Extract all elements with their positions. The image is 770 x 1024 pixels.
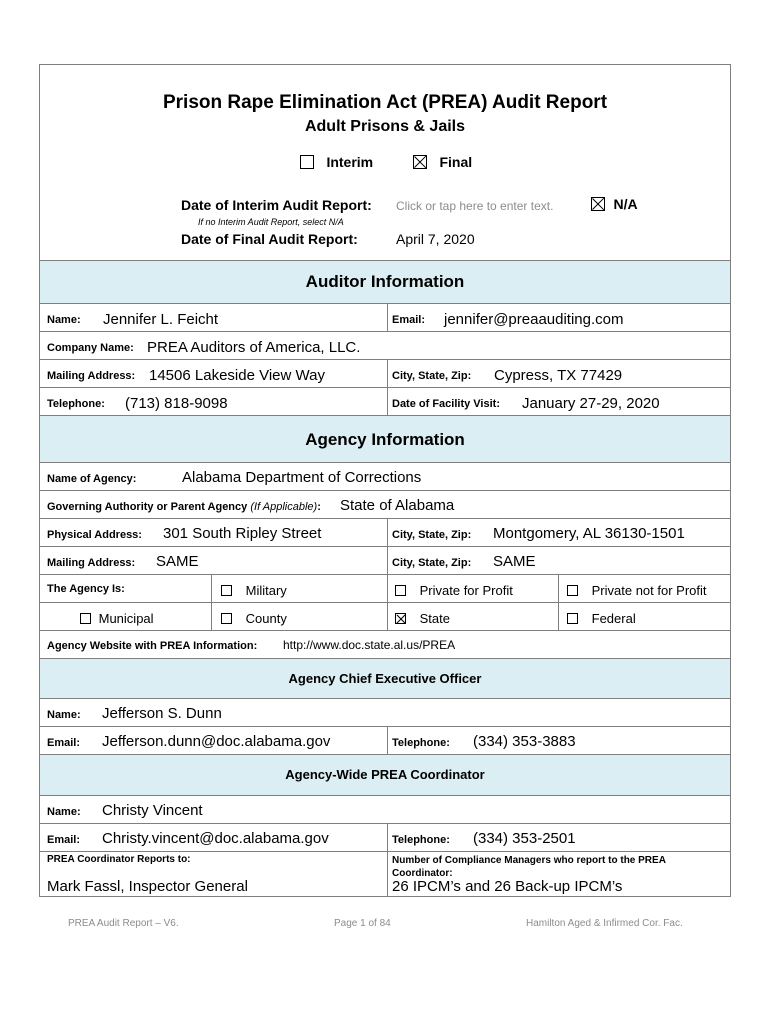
agency-type-row-2 (40, 603, 730, 631)
agency-section-header (40, 416, 730, 463)
ceo-section-header (40, 659, 730, 699)
audit-report-form (39, 64, 731, 897)
agency-physical-label: Physical Address: (47, 529, 142, 541)
report-title: Prison Rape Elimination Act (PREA) Audit Report (162, 92, 608, 113)
agency-type-federal[interactable]: Federal (567, 610, 636, 626)
agency-type-label: The Agency Is: (47, 583, 125, 595)
auditor-company-label: Company Name: (47, 342, 134, 354)
agency-governing-value[interactable]: State of Alabama (340, 497, 455, 514)
footer-page-number: Page 1 of 84 (334, 918, 391, 929)
interim-label: Interim (326, 153, 374, 170)
agency-section-title: Agency Information (305, 430, 465, 449)
interim-note: If no Interim Audit Report, select N/A (198, 217, 344, 227)
ceo-section-title: Agency Chief Executive Officer (288, 671, 482, 686)
coordinator-reports-row (40, 852, 730, 897)
agency-mailing-row (40, 547, 730, 575)
ceo-name-value[interactable]: Jefferson S. Dunn (102, 705, 222, 722)
ceo-name-row (40, 699, 730, 727)
report-header (40, 65, 730, 261)
auditor-phone-row (40, 388, 730, 416)
ceo-name-label: Name: (47, 709, 81, 721)
final-date-label: Date of Final Audit Report: (181, 231, 358, 247)
agency-governing-label: Governing Authority or Parent Agency (If Applicable): (47, 501, 321, 513)
footer-left: PREA Audit Report – V6. (68, 918, 179, 929)
interim-date-input[interactable]: Click or tap here to enter text. (396, 199, 554, 213)
ceo-email-row (40, 727, 730, 755)
agency-website-link[interactable]: http://www.doc.state.al.us/PREA (283, 638, 456, 652)
coordinator-phone-label: Telephone: (392, 834, 450, 846)
coordinator-phone-value[interactable]: (334) 353-2501 (473, 830, 576, 847)
agency-governing-row (40, 491, 730, 519)
coordinator-name-row (40, 796, 730, 824)
auditor-phone-label: Telephone: (47, 398, 105, 410)
agency-website-row (40, 631, 730, 659)
agency-city-value[interactable]: Montgomery, AL 36130-1501 (493, 525, 685, 542)
ceo-email-value[interactable]: Jefferson.dunn@doc.alabama.gov (102, 733, 331, 750)
coordinator-name-label: Name: (47, 806, 81, 818)
auditor-company-row (40, 332, 730, 360)
private-profit-checkbox[interactable] (395, 585, 406, 596)
ceo-email-label: Email: (47, 737, 81, 749)
auditor-city-label: City, State, Zip: (392, 370, 472, 382)
final-option[interactable] (413, 153, 472, 171)
agency-governing-hint: (If Applicable) (250, 501, 318, 513)
agency-name-label: Name of Agency: (47, 473, 137, 485)
interim-option[interactable] (300, 153, 373, 171)
agency-mailing-city-label: City, State, Zip: (392, 557, 472, 569)
agency-physical-row (40, 519, 730, 547)
na-option[interactable] (591, 195, 638, 213)
auditor-section-header (40, 261, 730, 304)
interim-date-label: Date of Interim Audit Report: (181, 197, 372, 213)
na-checkbox[interactable] (591, 197, 605, 211)
municipal-checkbox[interactable] (80, 613, 91, 624)
state-checkbox[interactable] (395, 613, 406, 624)
coordinator-email-row (40, 824, 730, 852)
coordinator-email-label: Email: (47, 834, 81, 846)
footer-right: Hamilton Aged & Infirmed Cor. Fac. (526, 918, 683, 929)
coordinator-section-header (40, 755, 730, 796)
auditor-visit-label: Date of Facility Visit: (392, 398, 500, 410)
agency-city-label: City, State, Zip: (392, 529, 472, 541)
agency-type-private-nonprofit[interactable]: Private not for Profit (567, 582, 707, 598)
military-checkbox[interactable] (221, 585, 232, 596)
auditor-phone-value[interactable]: (713) 818-9098 (125, 395, 228, 412)
auditor-visit-value[interactable]: January 27-29, 2020 (522, 395, 660, 412)
auditor-name-label: Name: (47, 314, 81, 326)
coordinator-name-value[interactable]: Christy Vincent (102, 802, 203, 819)
county-checkbox[interactable] (221, 613, 232, 624)
agency-physical-value[interactable]: 301 South Ripley Street (163, 525, 322, 542)
private-nonprofit-checkbox[interactable] (567, 585, 578, 596)
auditor-name-value[interactable]: Jennifer L. Feicht (103, 311, 219, 328)
auditor-company-value[interactable]: PREA Auditors of America, LLC. (147, 339, 361, 356)
auditor-mailing-row (40, 360, 730, 388)
agency-name-row (40, 463, 730, 491)
auditor-email-value[interactable]: jennifer@preaauditing.com (444, 311, 624, 328)
agency-type-military[interactable]: Military (221, 582, 287, 598)
agency-type-county[interactable]: County (221, 610, 287, 626)
auditor-mailing-value[interactable]: 14506 Lakeside View Way (149, 367, 325, 384)
auditor-mailing-label: Mailing Address: (47, 370, 136, 382)
coordinator-reports-label: PREA Coordinator Reports to: (47, 854, 191, 865)
na-label: N/A (613, 195, 638, 212)
agency-website-label: Agency Website with PREA Information: (47, 640, 258, 652)
auditor-section-title: Auditor Information (305, 272, 465, 291)
coordinator-managers-label: Number of Compliance Managers who report to the PREA Coordinator: (392, 855, 666, 879)
agency-mailing-city-value[interactable]: SAME (493, 553, 536, 570)
agency-name-value[interactable]: Alabama Department of Corrections (182, 469, 422, 486)
final-date-value[interactable]: April 7, 2020 (396, 231, 475, 247)
coordinator-section-title: Agency-Wide PREA Coordinator (285, 767, 485, 782)
agency-type-municipal[interactable]: Municipal (80, 610, 154, 626)
agency-type-state[interactable]: State (395, 610, 450, 626)
ceo-phone-value[interactable]: (334) 353-3883 (473, 733, 576, 750)
agency-mailing-label: Mailing Address: (47, 557, 136, 569)
agency-type-row-1 (40, 575, 730, 603)
auditor-name-row (40, 304, 730, 332)
final-checkbox[interactable] (413, 155, 427, 169)
coordinator-managers-value[interactable]: 26 IPCM’s and 26 Back-up IPCM’s (392, 878, 623, 895)
auditor-email-label: Email: (392, 314, 426, 326)
coordinator-email-value[interactable]: Christy.vincent@doc.alabama.gov (102, 830, 329, 847)
report-subtitle: Adult Prisons & Jails (304, 118, 466, 135)
final-label: Final (439, 153, 473, 170)
auditor-city-value[interactable]: Cypress, TX 77429 (494, 367, 623, 384)
agency-mailing-value[interactable]: SAME (156, 553, 199, 570)
ceo-phone-label: Telephone: (392, 737, 450, 749)
interim-checkbox[interactable] (300, 155, 314, 169)
federal-checkbox[interactable] (567, 613, 578, 624)
coordinator-reports-value[interactable]: Mark Fassl, Inspector General (47, 878, 248, 895)
agency-type-private-profit[interactable]: Private for Profit (395, 582, 513, 598)
